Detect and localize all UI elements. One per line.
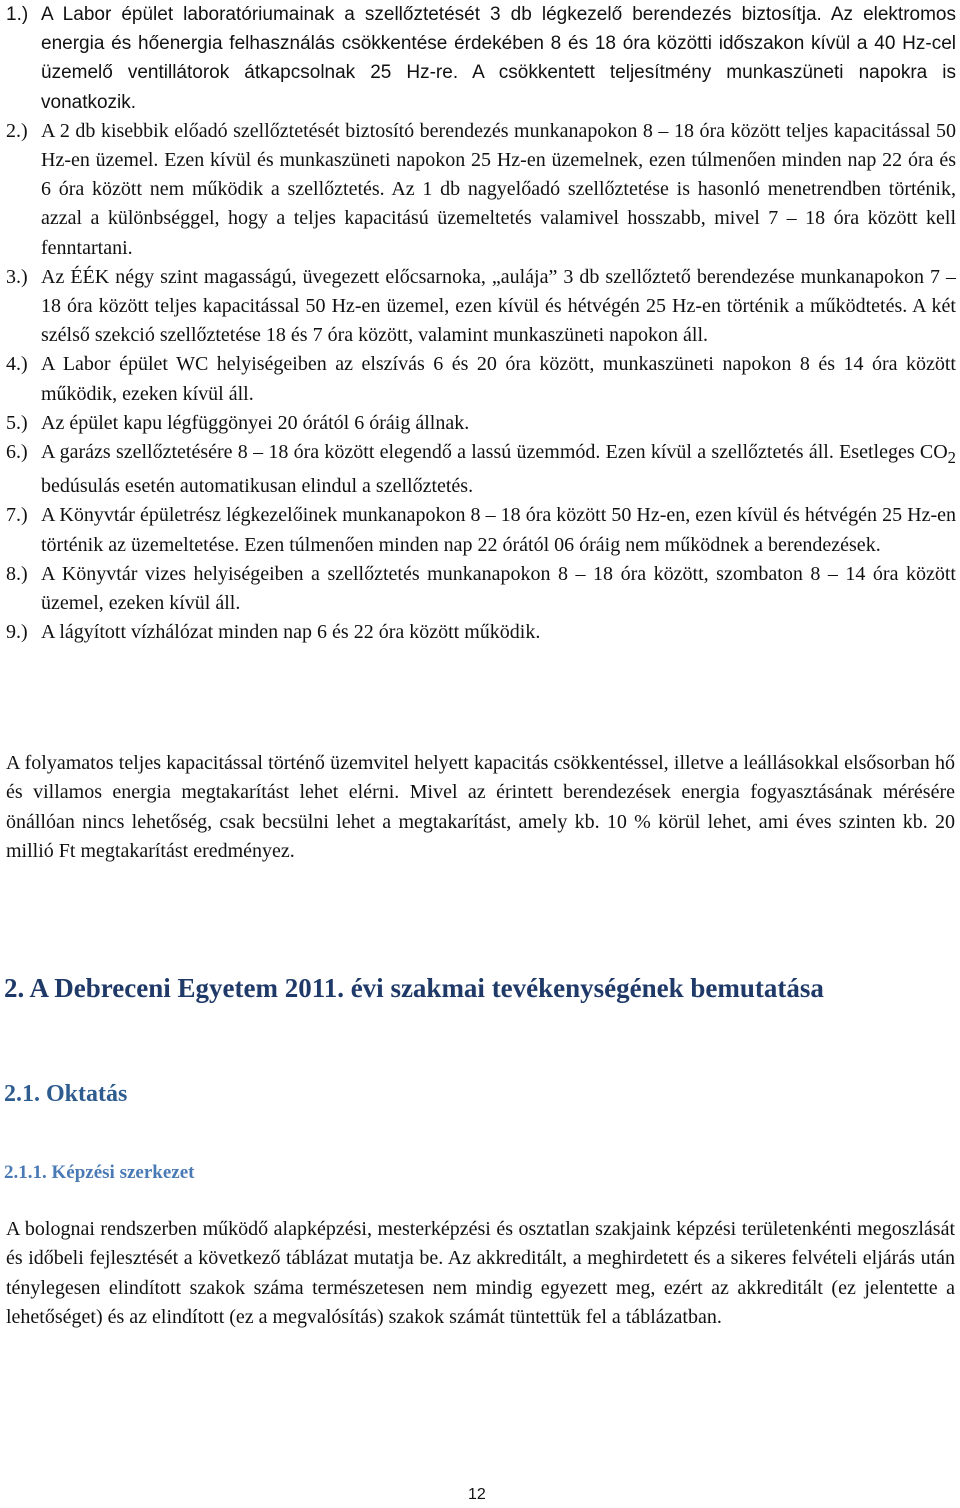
paragraph-savings: A folyamatos teljes kapacitással történő üzemvitel helyett kapacitás csökkentéssel, illetve a leállásokkal elsősorban hő és villamos energia megtakarítást lehet elérni. Mivel az érintett berendezések energia fogyasztásának mérésére önállóan nincs lehetőség, csak becsülni lehet a megtakarítást, amely kb. 10 % körül lehet, ami éves szinten kb. 20 millió Ft megtakarítást eredményez. (6, 752, 955, 863)
list-item-4 (6, 350, 956, 408)
list-item-text: A garázs szellőztetésére 8 – 18 óra között elegendő a lassú üzemmód. Ezen kívül a szellőztetés áll. Esetleges CO (41, 441, 948, 464)
list-item-1 (6, 0, 956, 117)
list-item-6 (6, 438, 956, 501)
list-item-text-cont: bedúsulás esetén automatikusan elindul a szellőztetés. (41, 475, 474, 498)
list-item-3 (6, 263, 956, 351)
list-item-5 (6, 409, 956, 438)
list-item-text: A Könyvtár vizes helyiségeiben a szellőztetés munkanapokon 8 – 18 óra között, szombaton 8 – 14 óra között üzemel, ezeken kívül áll. (41, 562, 956, 615)
list-item-text: A lágyított vízhálózat minden nap 6 és 22 óra között működik. (41, 621, 541, 644)
list-item-text: A Könyvtár épületrész légkezelőinek munkanapokon 8 – 18 óra között 50 Hz-en, ezen kívül és hétvégén 25 Hz-en történik az üzemeltetése. Ezen túlmenően minden nap 22 órától 06 óráig nem működnek a berendezések. (41, 504, 956, 556)
list-item-number: 2.) (6, 119, 28, 142)
list-item-8 (6, 560, 956, 618)
page-number: 12 (468, 1486, 486, 1503)
list-item-number: 4.) (6, 353, 28, 376)
list-item-text: A Labor épület WC helyiségeiben az elszívás 6 és 20 óra között, munkaszüneti napokon 8 és 14 óra között működik, ezeken kívül áll. (41, 353, 956, 405)
section-heading: 2. A Debreceni Egyetem 2011. évi szakmai tevékenységének bemutatása (4, 973, 824, 1003)
subsubsection-heading: 2.1.1. Képzési szerkezet (4, 1162, 195, 1183)
list-item-number: 9.) (6, 621, 28, 644)
list-item-text: Az épület kapu légfüggönyei 20 órától 6 óráig állnak. (41, 411, 470, 434)
list-item-number: 6.) (6, 441, 28, 464)
list-item-2 (6, 117, 956, 263)
subsection-heading: 2.1. Oktatás (4, 1081, 128, 1107)
list-item-number: 8.) (6, 562, 28, 585)
list-item-number: 1.) (6, 4, 29, 25)
list-item-7 (6, 501, 956, 559)
list-item-number: 5.) (6, 411, 28, 434)
list-item-text: Az ÉÉK négy szint magasságú, üvegezett előcsarnoka, „aulája” 3 db szellőztető berendezése munkanapokon 7 – 18 óra között teljes kapacitással 50 Hz-en üzemel, ezen kívül és hétvégén 25 Hz-en történik a működtetés. A két szélső szekció szellőztetése 18 és 7 óra között, valamint munkaszüneti napokon áll. (41, 265, 956, 347)
list-item-number: 3.) (6, 265, 28, 288)
list-item-text: A Labor épület laboratóriumainak a szellőztetését 3 db légkezelő berendezés biztosítja. Az elektromos energia és hőenergia felhasználás csökkentése érdekében 8 és 18 óra közötti időszakon kívül a 40 Hz-cel üzemelő ventillátorok átkapcsolnak 25 Hz-re. A csökkentett teljesítmény munkaszüneti napokra is vonatkozik. (41, 4, 956, 113)
list-item-9 (6, 618, 956, 647)
list-item-text: A 2 db kisebbik előadó szellőztetését biztosító berendezés munkanapokon 8 – 18 óra között teljes kapacitással 50 Hz-en üzemel. Ezen kívül és munkaszüneti napokon 25 Hz-en üzemelnek, ezen túlmenően minden nap 22 óra és 6 óra között nem működik a szellőztetés. Az 1 db nagyelőadó szellőztetése is hasonló menetrendben történik, azzal a különbséggel, hogy a teljes kapacitású üzemeltetés valamivel hosszabb, mivel 7 – 18 óra között kell fenntartani. (41, 119, 956, 259)
paragraph-training-structure: A bolognai rendszerben működő alapképzési, mesterképzési és osztatlan szakjaink képzési területenkénti megoszlását és időbeli fejlesztését a következő táblázat mutatja be. Az akkreditált, a meghirdetett és a sikeres felvételi eljárás után ténylegesen elindított szakok száma természetesen nem mindig egyezett meg, ezért az akkreditált (ez jelentette a lehetőséget) és az elindított (ez a megvalósítás) szakok számát tüntettük fel a táblázatban. (6, 1218, 955, 1329)
list-item-number: 7.) (6, 504, 28, 527)
subscript-two: 2 (947, 448, 956, 468)
numbered-list (6, 0, 956, 647)
